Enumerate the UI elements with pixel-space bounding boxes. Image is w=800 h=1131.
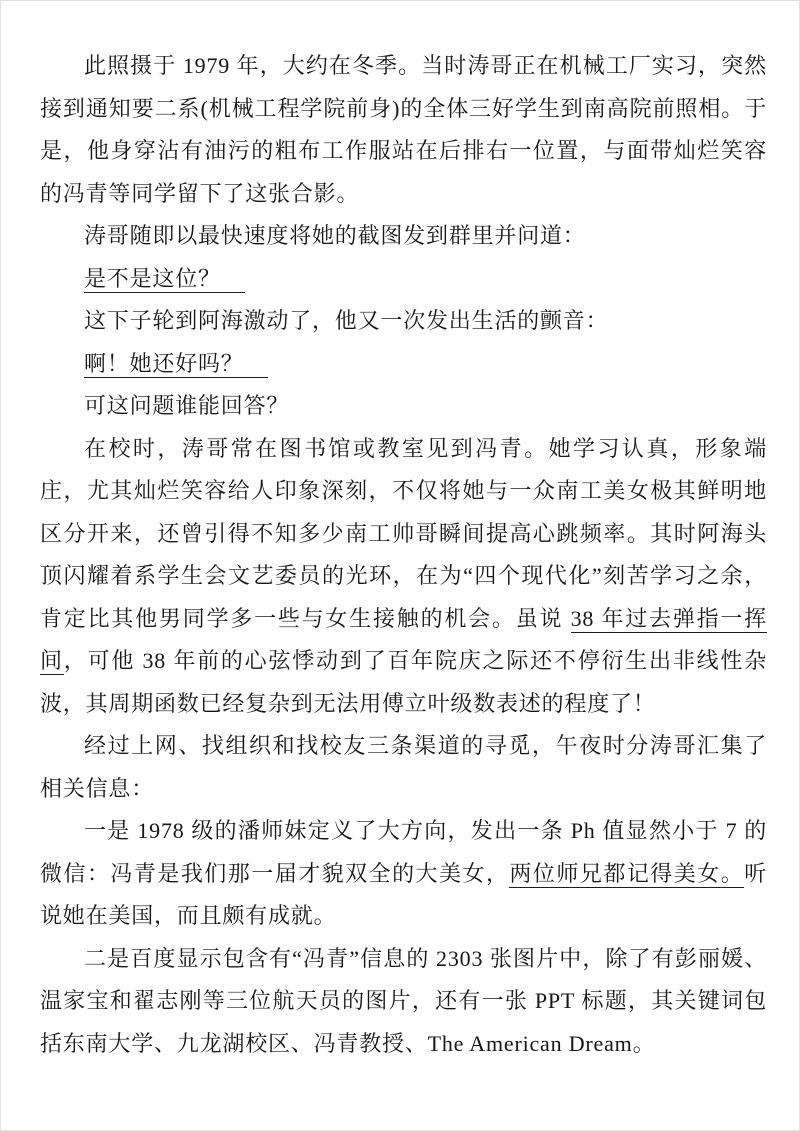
underlined-text-run: 38 年过去弹指一挥间 (40, 605, 767, 673)
underlined-text-run: 是不是这位？ (84, 266, 245, 293)
text-run: 一是 1978 级的潘师妹定义了大方向，发出一条 Ph 值显然小于 7 的微信：冯青是我们那一届才貌双全的大美女， (40, 818, 767, 886)
text-run: 涛哥随即以最快速度将她的截图发到群里并问道： (84, 223, 586, 248)
line-is-it-her (40, 258, 767, 301)
paragraph-search-channels (40, 725, 767, 810)
paragraph-photo-1979 (40, 45, 767, 215)
underlined-text-run: 两位师兄都记得美女。 (509, 860, 745, 886)
underlined-text-run: 啊！她还好吗？ (84, 351, 268, 378)
text-run: 可这问题谁能回答？ (84, 393, 290, 418)
text-run: 这下子轮到阿海激动了，他又一次发出生活的颤音： (84, 308, 609, 333)
text-run: 此照摄于 1979 年，大约在冬季。当时涛哥正在机械工厂实习，突然接到通知要二系(机械工程学院前身)的全体三好学生到南高院前照相。于是，他身穿沾有油污的粗布工作服站在后排右一位置，与面带灿烂笑容的冯青等同学留下了这张合影。 (40, 53, 767, 206)
document-body (40, 45, 767, 1065)
text-run: 在校时，涛哥常在图书馆或教室见到冯青。她学习认真，形象端庄，尤其灿烂笑容给人印象深刻，不仅将她与一众南工美女极其鲜明地区分开来，还曾引得不知多少南工帅哥瞬间提高心跳频率。其时阿海头顶闪耀着系学生会文艺委员的光环，在为“四个现代化”刻苦学习之余，肯定比其他男同学多一些与女生接触的机会。虽说 (40, 435, 767, 631)
text-run: ，可他 38 年前的心弦悸动到了百年院庆之际还不停衍生出非线性杂波，其周期函数已经复杂到无法用傅立叶级数表述的程度了！ (40, 648, 767, 716)
text-run: 经过上网、找组织和找校友三条渠道的寻觅，午夜时分涛哥汇集了相关信息： (40, 733, 767, 801)
text-run: 二是百度显示包含有“冯青”信息的 2303 张图片中，除了有彭丽媛、温家宝和翟志刚等三位航天员的图片，还有一张 PPT 标题，其关键词包括东南大学、九龙湖校区、冯青教授、The American Dream。 (40, 945, 767, 1056)
line-is-she-ok (40, 343, 767, 386)
paragraph-info-item-2 (40, 938, 767, 1066)
paragraph-campus-memory (40, 428, 767, 726)
line-who-can-answer (40, 385, 767, 428)
paragraph-info-item-1 (40, 810, 767, 938)
paragraph-taoge-sends-screenshot (40, 215, 767, 258)
paragraph-ahai-excited (40, 300, 767, 343)
text-run: 听说她在美国，而且颇有成就。 (40, 860, 767, 928)
